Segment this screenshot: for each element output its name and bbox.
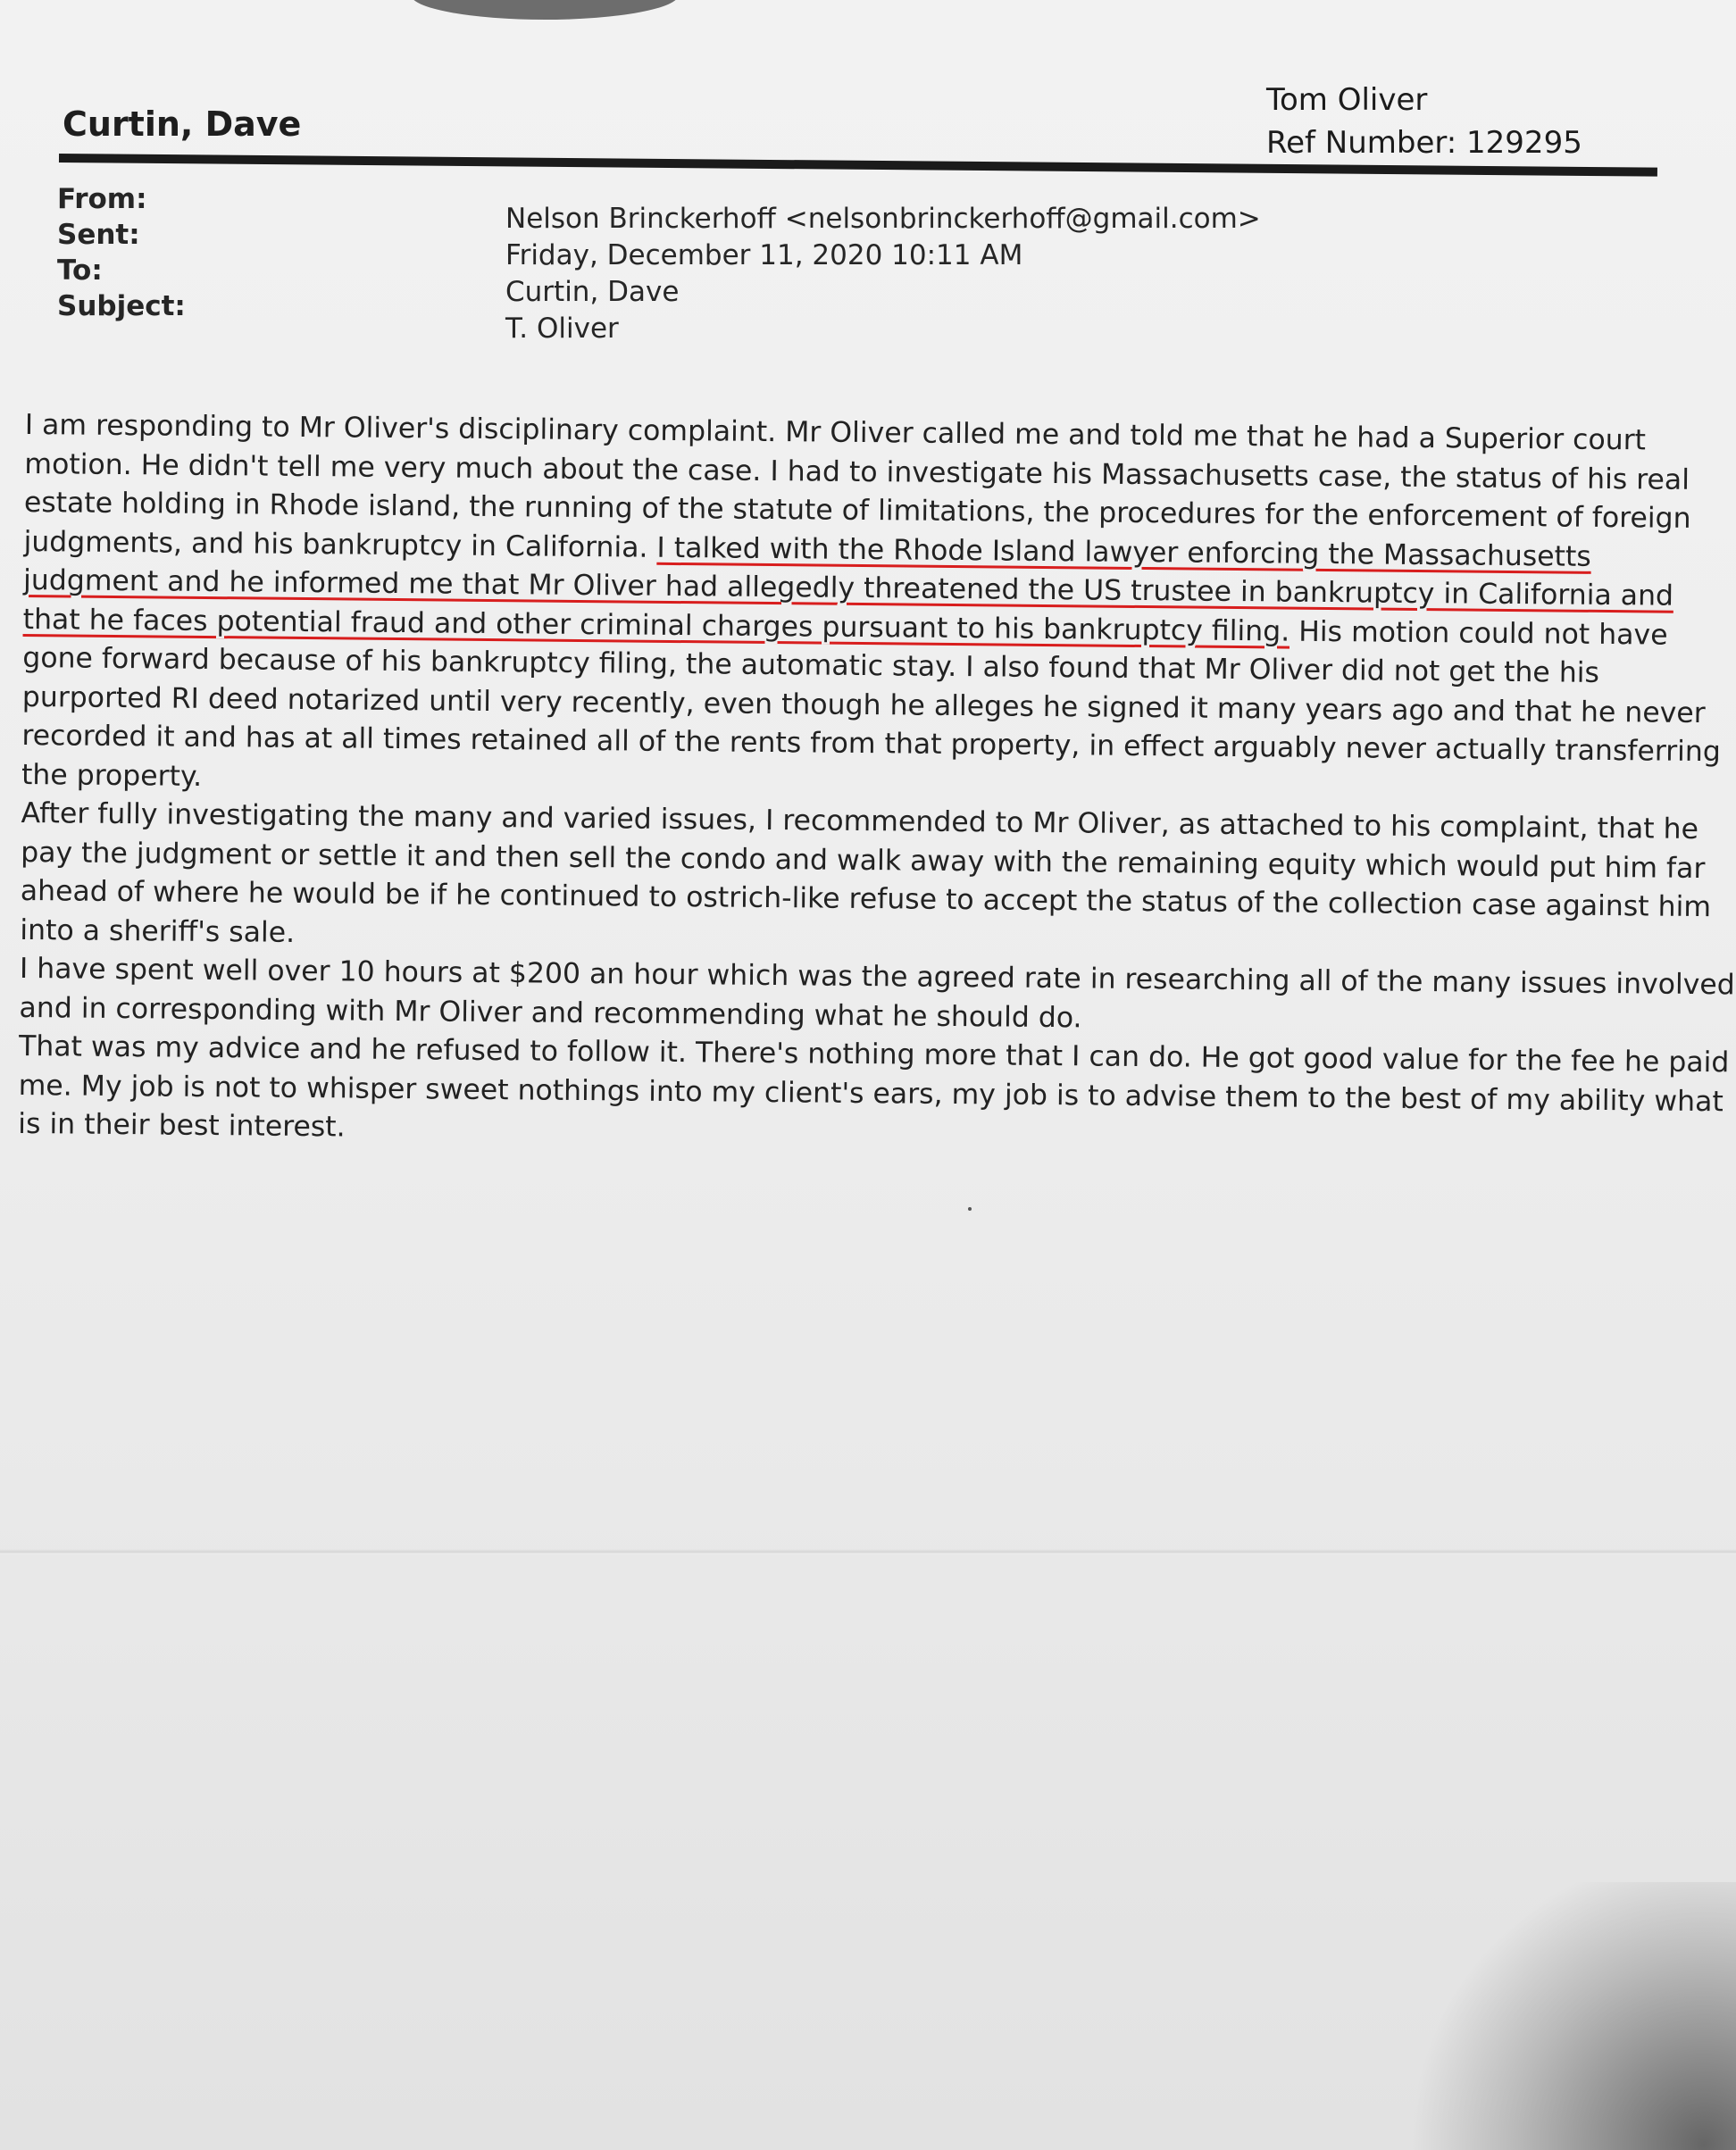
speck-mark (968, 1207, 972, 1211)
paper-fold (0, 1549, 1736, 1554)
body-line: into a sheriff's sale. (20, 913, 296, 949)
mailbox-owner-name: Curtin, Dave (63, 104, 302, 144)
subject-label: Subject: (57, 290, 186, 322)
stamp-ref-number: Ref Number: 129295 (1266, 125, 1582, 161)
body-line: I am responding to Mr Oliver's disciplinary complaint. Mr Oliver called me and told me that he had a Superior court (24, 408, 1647, 457)
body-line: ahead of where he would be if he continued to ostrich-like refuse to accept the status of the collection case against him (20, 874, 1712, 924)
body-line: gone forward because of his bankruptcy filing, the automatic stay. I also found that Mr Oliver did not get the his (22, 641, 1600, 689)
body-line: the property. (21, 758, 203, 793)
body-line: recorded it and has at all times retained all of the rents from that property, in effect arguably never actually transferring (21, 719, 1722, 769)
body-text: His motion could not have (1289, 615, 1668, 652)
body-line: is in their best interest. (18, 1107, 346, 1144)
stamp-name: Tom Oliver (1266, 82, 1428, 118)
corner-shadow (1379, 1882, 1736, 2150)
body-line: and in corresponding with Mr Oliver and recommending what he should do. (19, 991, 1082, 1034)
top-shadow (411, 0, 679, 20)
sent-value: Friday, December 11, 2020 10:11 AM (505, 239, 1023, 271)
body-line: pay the judgment or settle it and then sell the condo and walk away with the remaining equity which would put him far (21, 836, 1706, 885)
body-line: After fully investigating the many and varied issues, I recommended to Mr Oliver, as attached to his complaint, that he (21, 796, 1699, 846)
email-body (18, 406, 1735, 1160)
to-value: Curtin, Dave (505, 276, 680, 308)
highlighted-text: judgment and he informed me that Mr Oliver had allegedly threatened the US trustee in bankruptcy in California and (22, 563, 1674, 612)
body-line: That was my advice and he refused to follow it. There's nothing more that I can do. He got good value for the fee he paid (18, 1029, 1730, 1079)
body-line: estate holding in Rhode island, the running of the statute of limitations, the procedures for the enforcement of foreign (23, 486, 1691, 535)
from-value: Nelson Brinckerhoff <nelsonbrinckerhoff@gmail.com> (505, 203, 1261, 235)
body-line: I have spent well over 10 hours at $200 an hour which was the agreed rate in researching all of the many issues involved (19, 952, 1735, 1002)
body-line: motion. He didn't tell me very much about the case. I had to investigate his Massachusetts case, the status of his real (24, 447, 1690, 496)
to-label: To: (57, 254, 103, 287)
subject-value: T. Oliver (505, 312, 619, 345)
body-line: purported RI deed notarized until very recently, even though he alleges he signed it many years ago and that he never (21, 680, 1706, 729)
body-line: me. My job is not to whisper sweet nothings into my client's ears, my job is to advise them to the best of my ability what (18, 1069, 1723, 1118)
reference-stamp (1266, 79, 1582, 164)
sent-label: Sent: (57, 219, 140, 251)
highlighted-text: that he faces potential fraud and other criminal charges pursuant to his bankruptcy filing. (22, 603, 1290, 648)
email-meta-labels (57, 181, 186, 324)
from-label: From: (57, 183, 147, 215)
body-text: judgments, and his bankruptcy in California. (23, 525, 657, 564)
email-meta-values (505, 201, 1261, 347)
highlighted-text: I talked with the Rhode Island lawyer enforcing the Massachusetts (656, 531, 1591, 573)
